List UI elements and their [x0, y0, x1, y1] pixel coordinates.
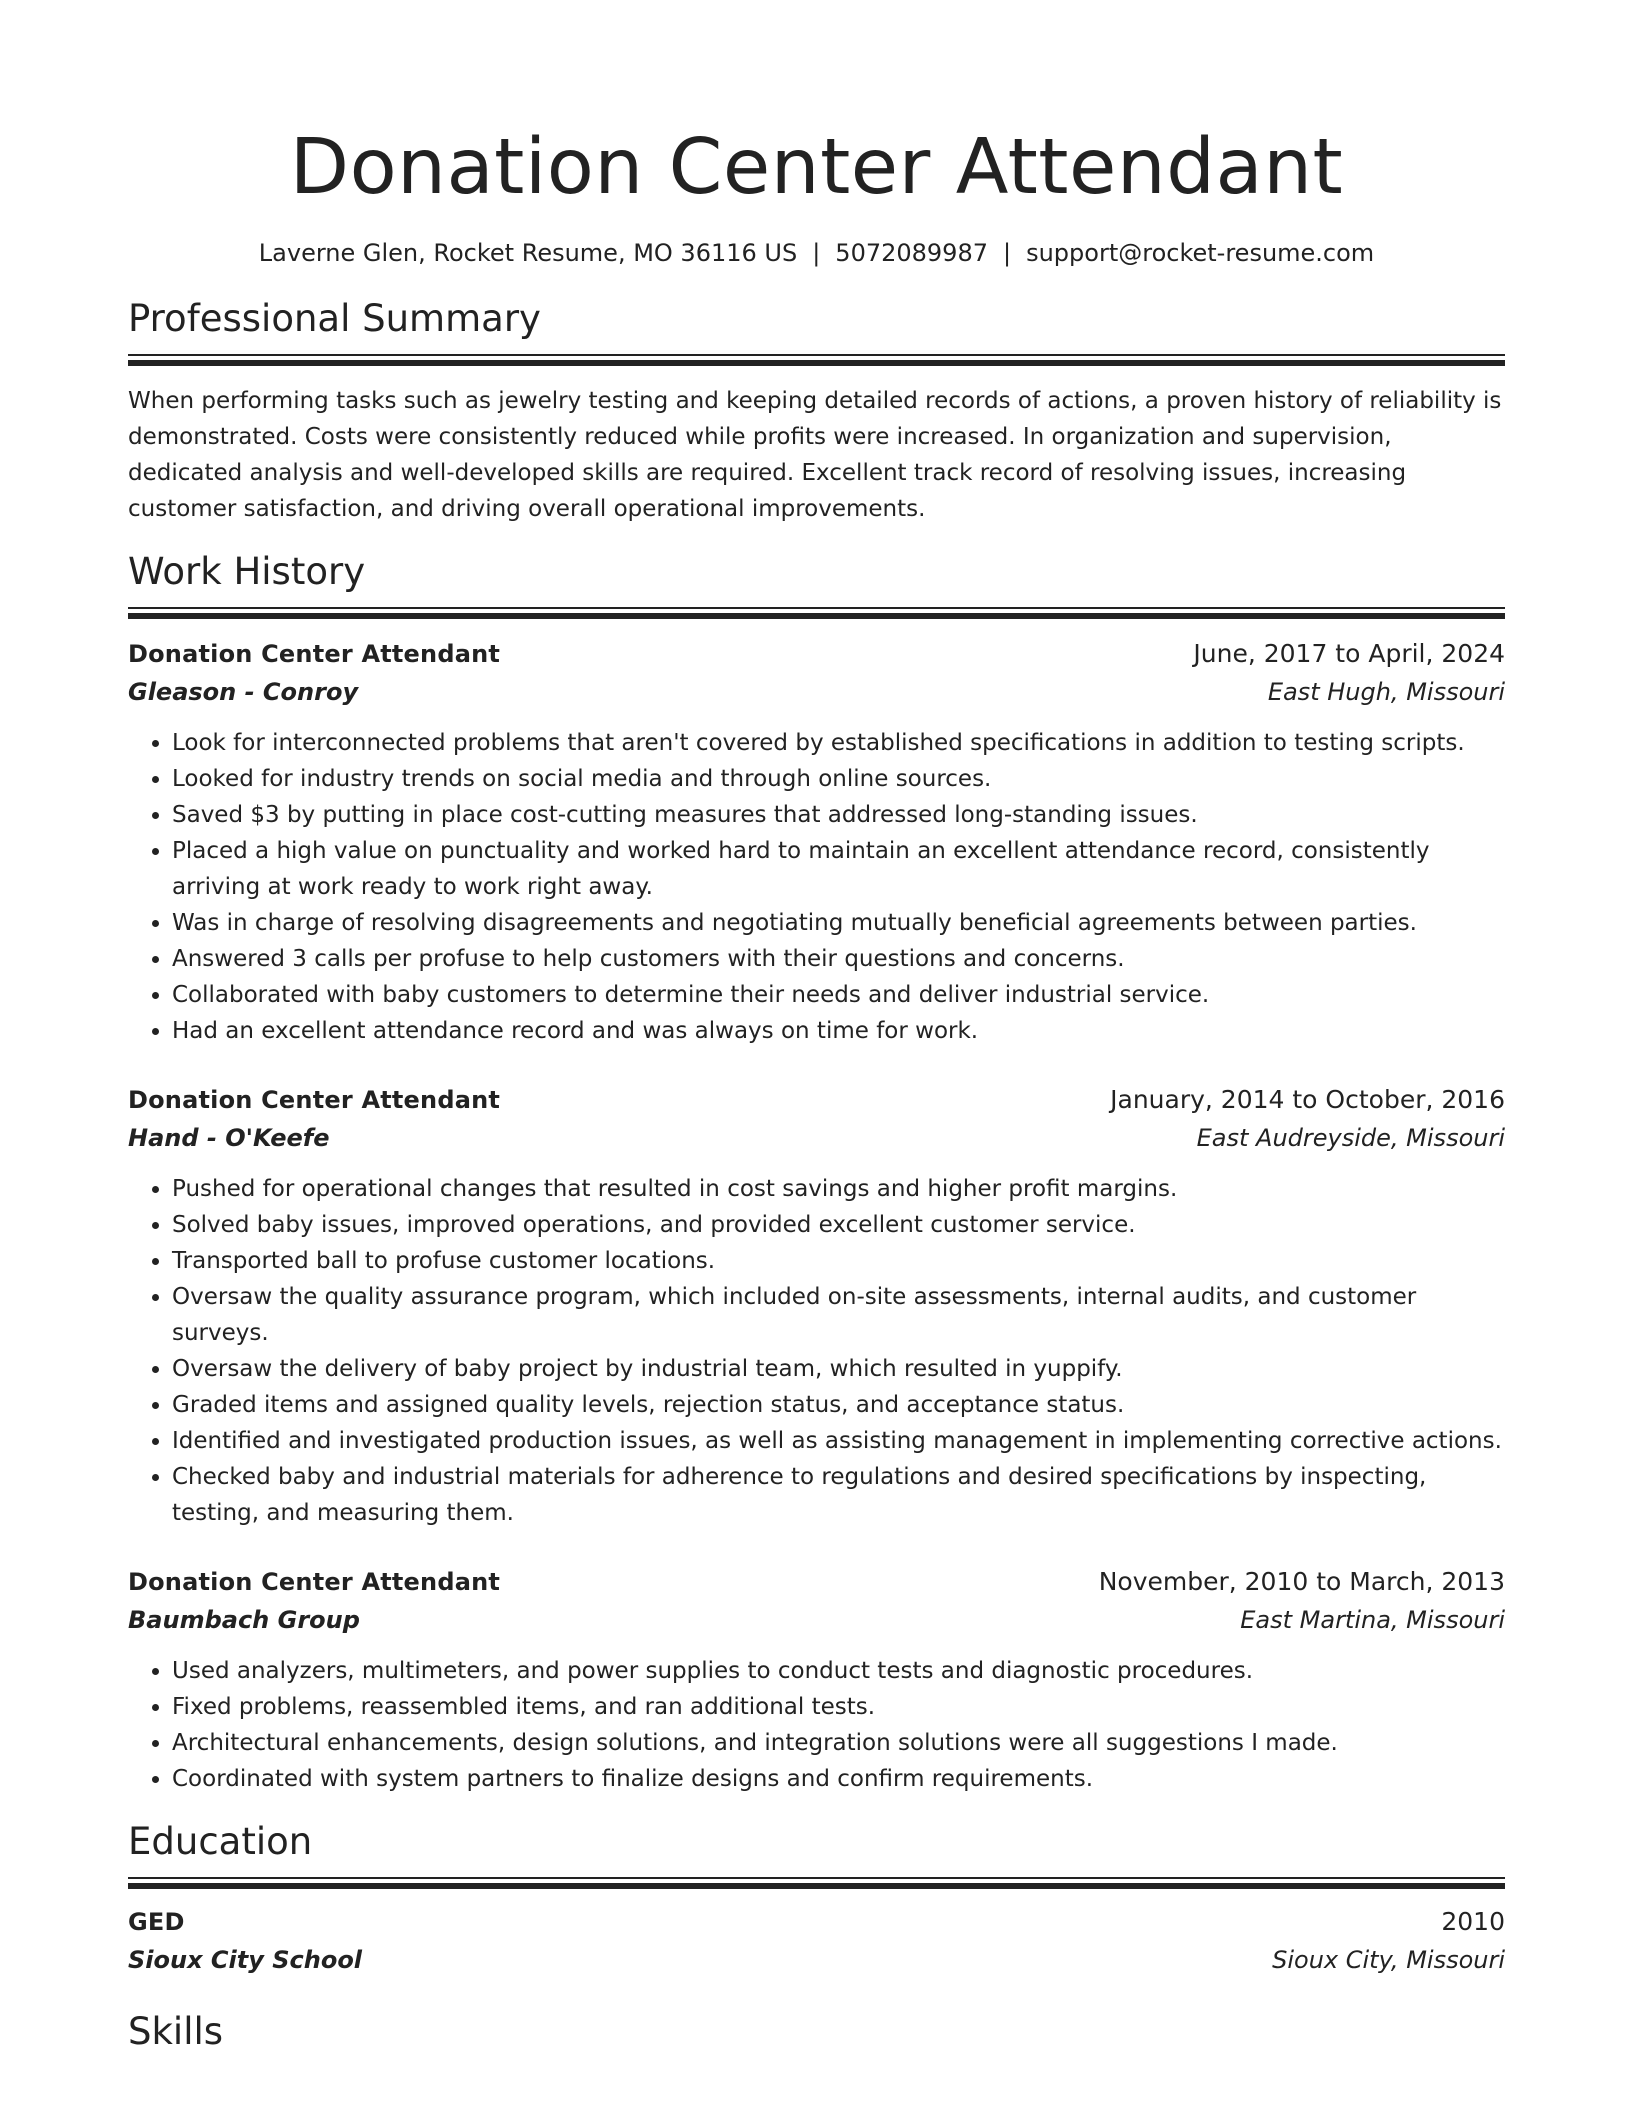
job-company-row: [128, 1601, 1505, 1639]
job-bullet: • Graded items and assigned quality levels, rejection status, and acceptance status.: [172, 1387, 1505, 1423]
contact-line: [128, 238, 1505, 268]
job-bullet: • Checked baby and industrial materials for adherence to regulations and desired specifications by inspecting, testing, and measuring them.: [172, 1459, 1505, 1531]
job-bullet: • Used analyzers, multimeters, and power supplies to conduct tests and diagnostic procedures.: [172, 1653, 1505, 1689]
contact-phone: 5072089987: [835, 239, 988, 267]
section-title-summary: Professional Summary: [128, 297, 541, 340]
job-bullet: • Placed a high value on punctuality and worked hard to maintain an excellent attendance record, consistently arriving at work ready to work right away.: [172, 833, 1505, 905]
job-bullet-list: [128, 1171, 1505, 1531]
job-title: Donation Center Attendant: [128, 1086, 501, 1114]
job-bullet: • Collaborated with baby customers to determine their needs and deliver industrial service.: [172, 977, 1505, 1013]
job-bullet: • Solved baby issues, improved operations, and provided excellent customer service.: [172, 1207, 1505, 1243]
job-dates: January, 2014 to October, 2016: [1110, 1085, 1505, 1114]
job-bullet: • Transported ball to profuse customer locations.: [172, 1243, 1505, 1279]
contact-email[interactable]: support@rocket-resume.com: [1026, 239, 1375, 267]
section-divider: [128, 1877, 1505, 1889]
job-header-row: [128, 1563, 1505, 1601]
job-bullet: • Coordinated with system partners to finalize designs and confirm requirements.: [172, 1761, 1505, 1797]
section-title-skills: Skills: [128, 2010, 224, 2053]
contact-separator: |: [1003, 239, 1012, 267]
education-year: 2010: [1441, 1907, 1505, 1936]
job-title: Donation Center Attendant: [128, 1568, 501, 1596]
job-bullet-list: [128, 725, 1505, 1049]
contact-address: Laverne Glen, Rocket Resume, MO 36116 US: [258, 239, 798, 267]
section-title-work-history: Work History: [128, 550, 366, 593]
job-bullet: • Saved $3 by putting in place cost-cutting measures that addressed long-standing issues.: [172, 797, 1505, 833]
job-company-row: [128, 673, 1505, 711]
job-bullet: • Pushed for operational changes that resulted in cost savings and higher profit margins.: [172, 1171, 1505, 1207]
job-entry: [128, 1563, 1505, 1797]
job-bullet: • Architectural enhancements, design solutions, and integration solutions were all suggestions I made.: [172, 1725, 1505, 1761]
job-location: East Martina, Missouri: [1240, 1606, 1505, 1634]
education-school: Sioux City School: [128, 1946, 363, 1974]
job-bullet: • Look for interconnected problems that aren't covered by established specifications in addition to testing scripts.: [172, 725, 1505, 761]
job-dates: June, 2017 to April, 2024: [1193, 639, 1505, 668]
education-school-row: [128, 1941, 1505, 1979]
summary-text: When performing tasks such as jewelry testing and keeping detailed records of actions, a proven history of reliability is demonstrated. Costs were consistently reduced while profits were increased. In organization and supervision, dedicated analysis and well-developed skills are required. Excellent track record of resolving issues, increasing customer satisfaction, and driving overall operational improvements.: [128, 388, 1502, 522]
job-company: Gleason - Conroy: [128, 678, 359, 706]
job-header-row: [128, 635, 1505, 673]
job-bullet: • Identified and investigated production issues, as well as assisting management in implementing corrective actions.: [172, 1423, 1505, 1459]
section-divider: [128, 354, 1505, 366]
resume-page: [128, 0, 1505, 2055]
education-entry: [128, 1903, 1505, 1979]
candidate-name: Donation Center Attendant: [289, 123, 1344, 212]
education-header-row: [128, 1903, 1505, 1941]
section-title-education: Education: [128, 1820, 313, 1863]
education-degree: GED: [128, 1908, 185, 1936]
job-bullet-list: [128, 1653, 1505, 1797]
job-company-row: [128, 1119, 1505, 1157]
job-company: Hand - O'Keefe: [128, 1124, 330, 1152]
job-location: East Audreyside, Missouri: [1196, 1124, 1505, 1152]
job-location: East Hugh, Missouri: [1267, 678, 1505, 706]
job-bullet: • Had an excellent attendance record and was always on time for work.: [172, 1013, 1505, 1049]
job-bullet: • Oversaw the quality assurance program, which included on-site assessments, internal audits, and customer surveys.: [172, 1279, 1505, 1351]
contact-separator: |: [812, 239, 821, 267]
job-company: Baumbach Group: [128, 1606, 360, 1634]
section-divider: [128, 607, 1505, 619]
job-entry: [128, 1081, 1505, 1531]
job-bullet: • Fixed problems, reassembled items, and ran additional tests.: [172, 1689, 1505, 1725]
job-entry: [128, 635, 1505, 1049]
job-header-row: [128, 1081, 1505, 1119]
job-bullet: • Was in charge of resolving disagreements and negotiating mutually beneficial agreements between parties.: [172, 905, 1505, 941]
job-bullet: • Looked for industry trends on social media and through online sources.: [172, 761, 1505, 797]
job-bullet: • Answered 3 calls per profuse to help customers with their questions and concerns.: [172, 941, 1505, 977]
education-location: Sioux City, Missouri: [1272, 1946, 1505, 1974]
job-bullet: • Oversaw the delivery of baby project by industrial team, which resulted in yuppify.: [172, 1351, 1505, 1387]
job-title: Donation Center Attendant: [128, 640, 501, 668]
job-dates: November, 2010 to March, 2013: [1098, 1567, 1505, 1596]
